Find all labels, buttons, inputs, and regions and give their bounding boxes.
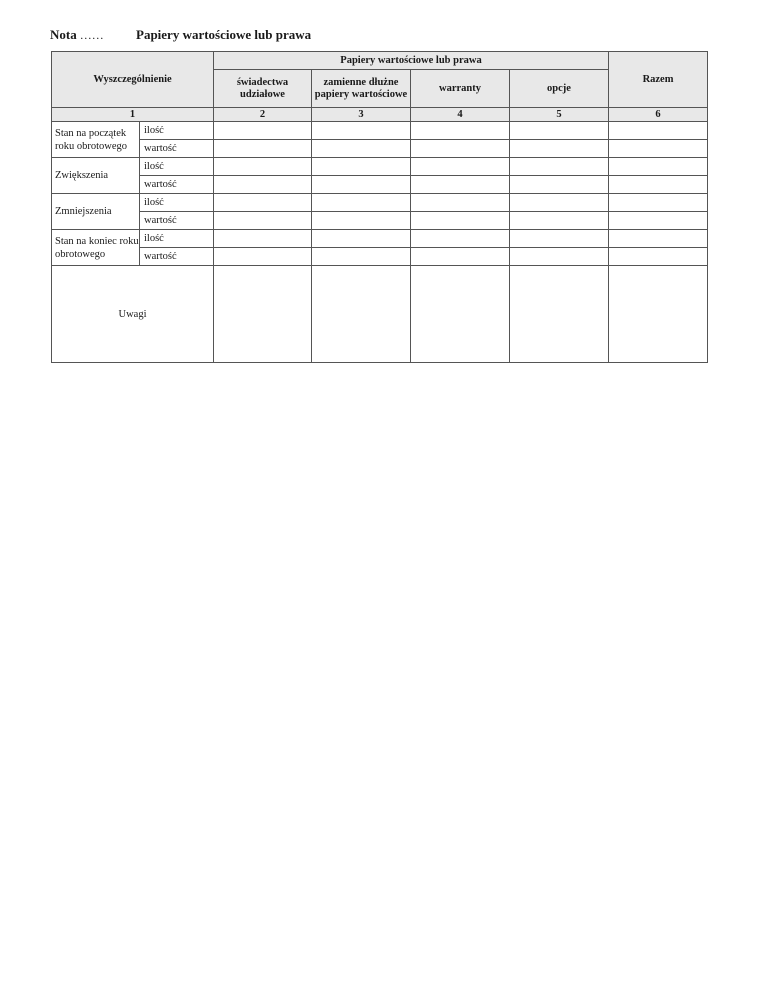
row-label-increases: Zwiększenia — [52, 158, 140, 194]
sub-label-quantity: ilość — [140, 194, 214, 212]
sub-label-quantity: ilość — [140, 158, 214, 176]
table-cell[interactable] — [510, 140, 609, 158]
col-header-specification: Wyszczególnienie — [52, 52, 214, 108]
table-cell[interactable] — [411, 212, 510, 230]
table-row — [52, 230, 708, 248]
table-cell[interactable] — [510, 122, 609, 140]
sub-label-quantity: ilość — [140, 230, 214, 248]
table-cell[interactable] — [609, 230, 708, 248]
table-cell[interactable] — [411, 140, 510, 158]
table-cell[interactable] — [609, 212, 708, 230]
table-cell[interactable] — [609, 266, 708, 363]
col-group-header-securities: Papiery wartościowe lub prawa — [214, 52, 609, 70]
table-cell[interactable] — [411, 122, 510, 140]
table-row — [52, 248, 708, 266]
table-cell[interactable] — [214, 248, 312, 266]
col-header-share-certificates: świadectwa udziałowe — [214, 70, 312, 108]
sub-label-quantity: ilość — [140, 122, 214, 140]
col-header-total: Razem — [609, 52, 708, 108]
page-title: Papiery wartościowe lub prawa — [136, 27, 312, 42]
table-cell[interactable] — [312, 266, 411, 363]
table-cell[interactable] — [312, 176, 411, 194]
col-number-4: 4 — [411, 108, 510, 122]
table-cell[interactable] — [510, 230, 609, 248]
table-cell[interactable] — [312, 194, 411, 212]
col-number-5: 5 — [510, 108, 609, 122]
row-label-closing-balance: Stan na koniec roku obrotowego — [52, 230, 140, 266]
table-cell[interactable] — [214, 212, 312, 230]
table-cell[interactable] — [214, 122, 312, 140]
col-number-2: 2 — [214, 108, 312, 122]
sub-label-value: wartość — [140, 248, 214, 266]
table-cell[interactable] — [312, 212, 411, 230]
table-cell[interactable] — [214, 230, 312, 248]
table-cell[interactable] — [214, 266, 312, 363]
table-cell[interactable] — [510, 266, 609, 363]
table-cell[interactable] — [312, 122, 411, 140]
table-cell[interactable] — [609, 248, 708, 266]
sub-label-value: wartość — [140, 176, 214, 194]
table-row — [52, 158, 708, 176]
table-cell[interactable] — [411, 158, 510, 176]
table-cell[interactable] — [510, 176, 609, 194]
table-cell[interactable] — [609, 140, 708, 158]
header-row-group — [52, 52, 708, 70]
row-label-remarks: Uwagi — [52, 266, 214, 363]
sub-label-value: wartość — [140, 212, 214, 230]
col-number-3: 3 — [312, 108, 411, 122]
table-cell[interactable] — [609, 176, 708, 194]
table-cell[interactable] — [411, 266, 510, 363]
table-row — [52, 140, 708, 158]
table-cell[interactable] — [312, 248, 411, 266]
table-cell[interactable] — [411, 194, 510, 212]
table-cell[interactable] — [411, 248, 510, 266]
table-cell[interactable] — [609, 194, 708, 212]
note-header — [50, 27, 312, 43]
table-cell[interactable] — [510, 212, 609, 230]
table-cell[interactable] — [312, 230, 411, 248]
table-cell[interactable] — [214, 140, 312, 158]
table-row — [52, 122, 708, 140]
nota-number-placeholder: …… — [79, 28, 104, 42]
row-label-opening-balance: Stan na początek roku obrotowego — [52, 122, 140, 158]
col-header-warrants: warranty — [411, 70, 510, 108]
table-cell[interactable] — [214, 158, 312, 176]
table-cell[interactable] — [510, 248, 609, 266]
table-cell[interactable] — [214, 194, 312, 212]
row-label-decreases: Zmniejszenia — [52, 194, 140, 230]
col-number-6: 6 — [609, 108, 708, 122]
table-cell[interactable] — [214, 176, 312, 194]
securities-table — [51, 51, 708, 363]
table-row — [52, 194, 708, 212]
nota-label: Nota — [50, 27, 77, 42]
remarks-row — [52, 266, 708, 363]
col-header-options: opcje — [510, 70, 609, 108]
column-number-row — [52, 108, 708, 122]
sub-label-value: wartość — [140, 140, 214, 158]
table-cell[interactable] — [609, 122, 708, 140]
table-row — [52, 212, 708, 230]
table-cell[interactable] — [411, 230, 510, 248]
table-cell[interactable] — [312, 158, 411, 176]
table-cell[interactable] — [510, 194, 609, 212]
table-cell[interactable] — [510, 158, 609, 176]
col-number-1: 1 — [52, 108, 214, 122]
table-cell[interactable] — [312, 140, 411, 158]
col-header-convertible-debt: zamienne dłużne papiery wartościowe — [312, 70, 411, 108]
table-row — [52, 176, 708, 194]
table-cell[interactable] — [609, 158, 708, 176]
table-cell[interactable] — [411, 176, 510, 194]
